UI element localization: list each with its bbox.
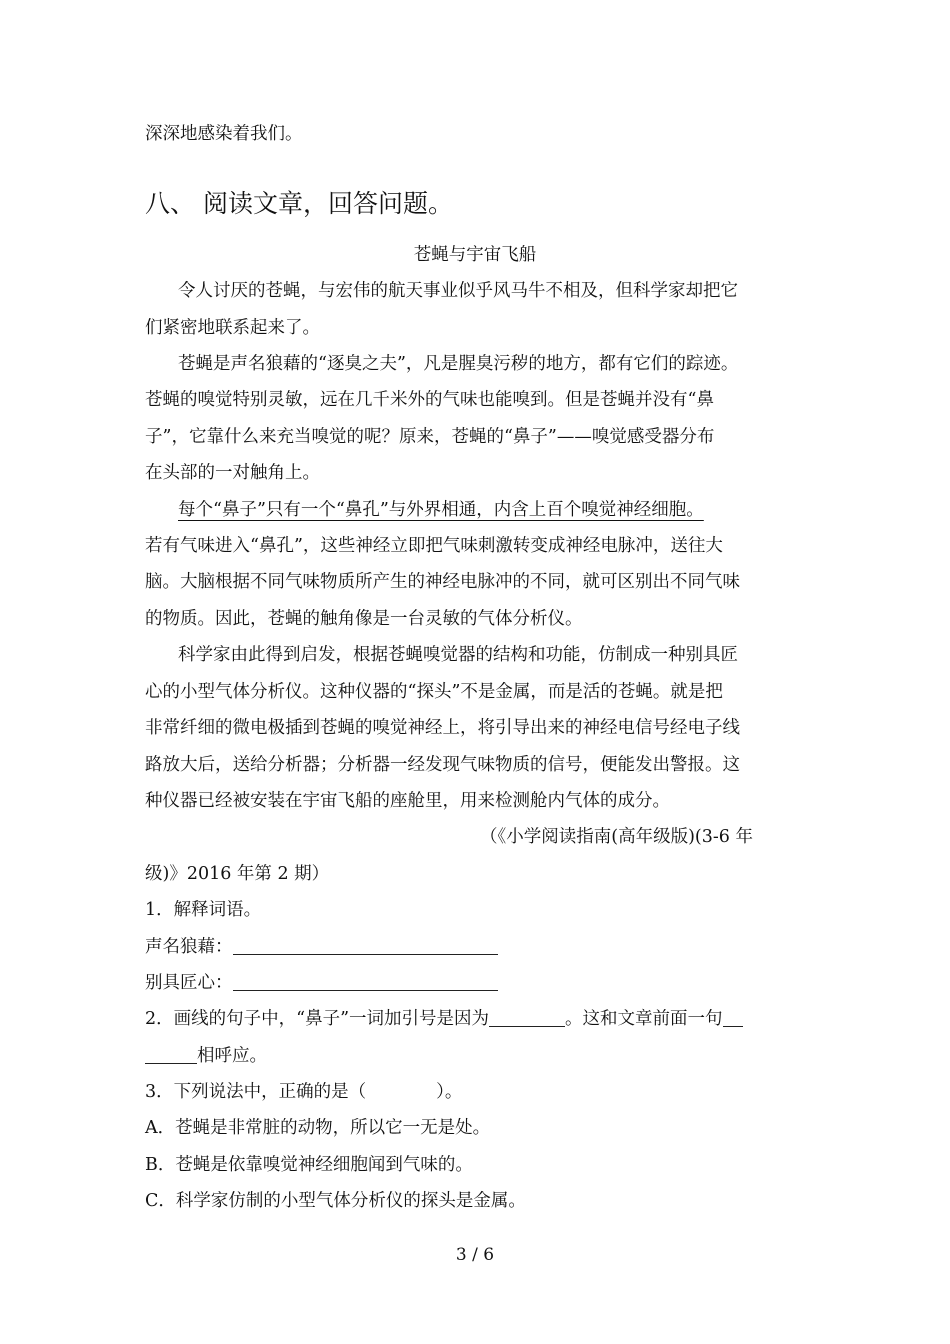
option-a: A．苍蝇是非常脏的动物，所以它一无是处。 (145, 1118, 491, 1138)
question-3-end: ）。 (436, 1082, 463, 1102)
answer-blank[interactable] (489, 1008, 565, 1027)
page-number: 3 / 6 (455, 1245, 495, 1265)
question-1b (145, 971, 498, 995)
text-line: 深深地感染着我们。 (145, 124, 303, 144)
source-citation: （《小学阅读指南(高年级版)(3-6 年 (480, 827, 753, 847)
text-line: 非常纤细的微电极插到苍蝇的嗅觉神经上，将引导出来的神经电信号经电子线 (145, 718, 740, 738)
question-2-text: 相呼应。 (197, 1046, 267, 1066)
question-2 (145, 1007, 743, 1031)
text-line: 种仪器已经被安装在宇宙飞船的座舱里，用来检测舱内气体的成分。 (145, 791, 670, 811)
text-line: 心的小型气体分析仪。这种仪器的“探头”不是金属，而是活的苍蝇。就是把 (145, 682, 723, 702)
text-line: 们紧密地联系起来了。 (145, 318, 320, 338)
underlined-sentence: 每个“鼻子”只有一个“鼻孔”与外界相通，内含上百个嗅觉神经细胞。 (178, 500, 704, 520)
article-title: 苍蝇与宇宙飞船 (413, 245, 537, 265)
question-2-text: 。这和文章前面一句 (565, 1009, 723, 1029)
text-line: 若有气味进入“鼻孔”，这些神经立即把气味刺激转变成神经电脉冲，送往大 (145, 536, 723, 556)
option-c: C．科学家仿制的小型气体分析仪的探头是金属。 (145, 1191, 526, 1211)
text-line: 路放大后，送给分析器；分析器一经发现气味物质的信号，便能发出警报。这 (145, 755, 740, 775)
question-3 (145, 1080, 462, 1104)
text-line: 的物质。因此，苍蝇的触角像是一台灵敏的气体分析仪。 (145, 609, 583, 629)
question-2-text: 2．画线的句子中，“鼻子”一词加引号是因为 (145, 1009, 490, 1029)
answer-blank[interactable] (723, 1008, 743, 1027)
question-1a (145, 935, 498, 959)
term-label: 声名狼藉： (145, 937, 233, 957)
text-line: 令人讨厌的苍蝇，与宏伟的航天事业似乎风马牛不相及，但科学家却把它 (178, 281, 738, 301)
text-line: 脑。大脑根据不同气味物质所产生的神经电脉冲的不同，就可区别出不同气味 (145, 572, 740, 592)
option-b: B．苍蝇是依靠嗅觉神经细胞闻到气味的。 (145, 1155, 473, 1175)
answer-blank[interactable] (233, 936, 498, 955)
text-line: 子”，它靠什么来充当嗅觉的呢？原来，苍蝇的“鼻子”——嗅觉感受器分布 (145, 427, 715, 447)
text-line: 苍蝇是声名狼藉的“逐臭之夫”，凡是腥臭污秽的地方，都有它们的踪迹。 (178, 354, 739, 374)
question-2-cont (145, 1044, 267, 1068)
text-line: 在头部的一对触角上。 (145, 463, 320, 483)
section-heading: 八、 阅读文章，回答问题。 (145, 189, 453, 218)
source-citation: 级)》2016 年第 2 期） (145, 864, 330, 884)
answer-blank[interactable] (145, 1045, 197, 1064)
answer-blank[interactable] (233, 972, 498, 991)
text-line: 科学家由此得到启发，根据苍蝇嗅觉器的结构和功能，仿制成一种别具匠 (178, 645, 738, 665)
term-label: 别具匠心： (145, 973, 233, 993)
question-1: 1．解释词语。 (145, 900, 262, 920)
text-line: 苍蝇的嗅觉特别灵敏，远在几千米外的气味也能嗅到。但是苍蝇并没有“鼻 (145, 390, 714, 410)
question-3-text: 3．下列说法中，正确的是（ (145, 1082, 367, 1102)
